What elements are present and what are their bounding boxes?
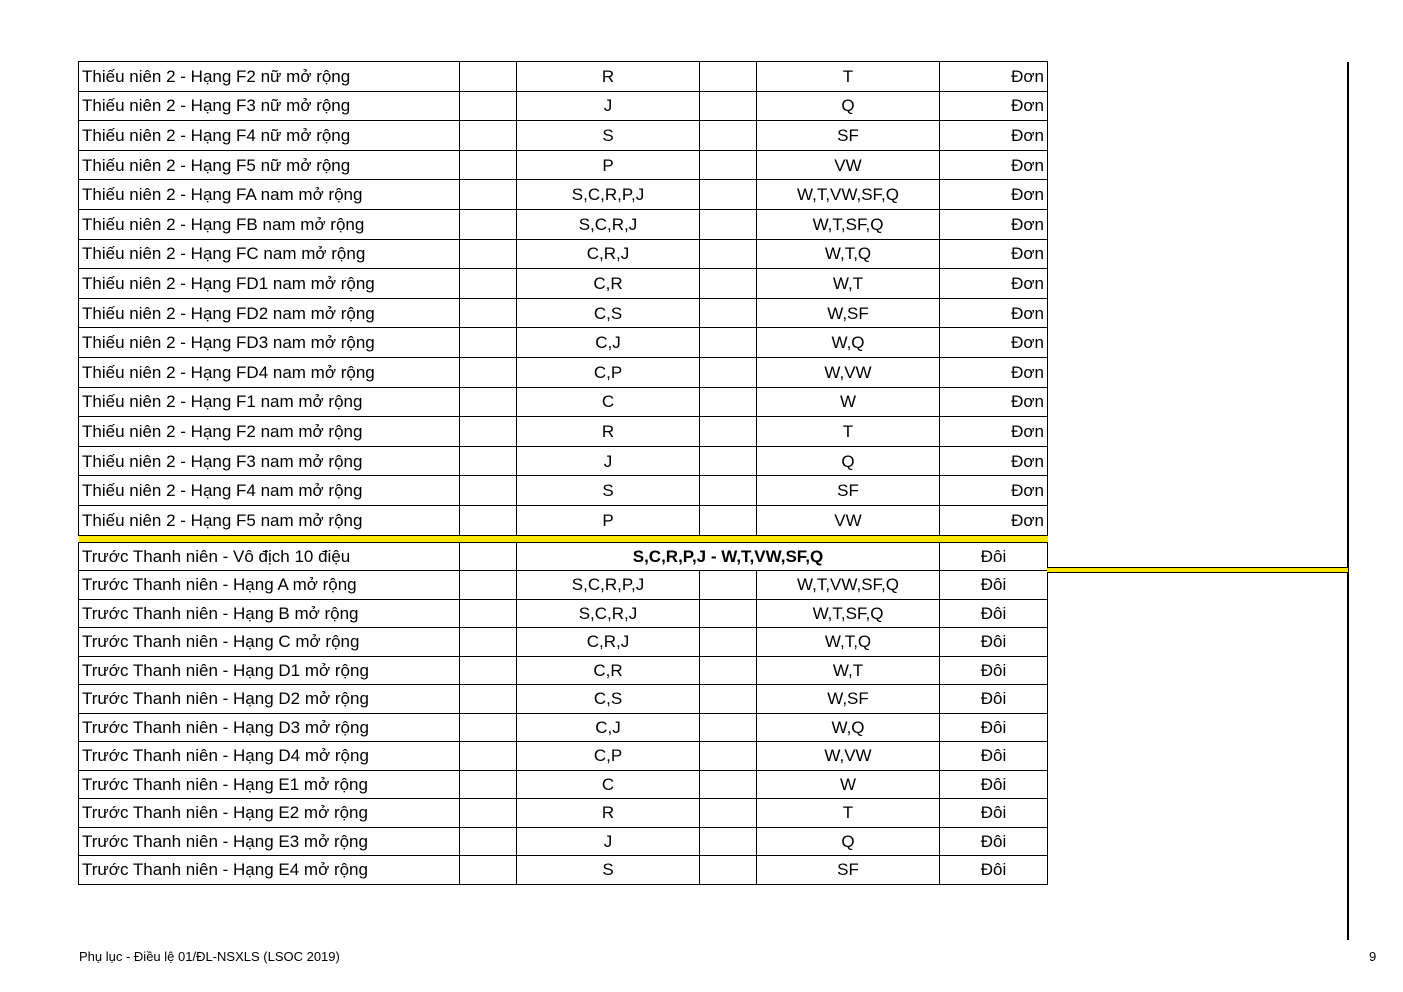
spacer-cell — [460, 713, 517, 742]
spacer-cell — [460, 62, 517, 92]
section-separator-extension — [1047, 567, 1348, 573]
latin-dances-cell: J — [517, 446, 700, 476]
latin-dances-cell: C,P — [517, 742, 700, 771]
table-row — [79, 180, 1048, 210]
table-row — [79, 599, 1048, 628]
spacer-cell — [700, 827, 757, 856]
latin-dances-cell: R — [517, 799, 700, 828]
standard-dances-cell: W,T,VW,SF,Q — [757, 571, 940, 600]
spacer-cell — [700, 599, 757, 628]
table-row — [79, 269, 1048, 299]
standard-dances-cell: Q — [757, 91, 940, 121]
table-row — [79, 713, 1048, 742]
spacer-cell — [700, 298, 757, 328]
standard-dances-cell: W,Q — [757, 713, 940, 742]
footer-reference: Phụ lục - Điều lệ 01/ĐL-NSXLS (LSOC 2019) — [79, 949, 340, 964]
page-right-rule — [1347, 62, 1349, 940]
spacer-cell — [700, 856, 757, 885]
event-name-cell: Trước Thanh niên - Hạng D3 mở rộng — [79, 713, 460, 742]
latin-dances-cell: S,C,R,P,J — [517, 571, 700, 600]
entry-type-cell: Đơn — [940, 417, 1048, 447]
table-row — [79, 298, 1048, 328]
entry-type-cell: Đơn — [940, 269, 1048, 299]
latin-dances-cell: C,R,J — [517, 239, 700, 269]
entry-type-cell: Đôi — [940, 628, 1048, 657]
latin-dances-cell: J — [517, 91, 700, 121]
standard-dances-cell: SF — [757, 856, 940, 885]
event-name-cell: Trước Thanh niên - Hạng B mở rộng — [79, 599, 460, 628]
combined-dances-cell: S,C,R,P,J - W,T,VW,SF,Q — [517, 542, 940, 571]
event-name-cell: Trước Thanh niên - Hạng E4 mở rộng — [79, 856, 460, 885]
event-name-cell: Trước Thanh niên - Hạng E3 mở rộng — [79, 827, 460, 856]
event-name-cell: Thiếu niên 2 - Hạng FA nam mở rộng — [79, 180, 460, 210]
section-separator — [79, 535, 1048, 542]
standard-dances-cell: VW — [757, 505, 940, 535]
spacer-cell — [460, 357, 517, 387]
spacer-cell — [460, 476, 517, 506]
event-name-cell: Thiếu niên 2 - Hạng FB nam mở rộng — [79, 209, 460, 239]
latin-dances-cell: C — [517, 770, 700, 799]
spacer-cell — [700, 150, 757, 180]
table-row — [79, 121, 1048, 151]
separator-cell — [79, 535, 1048, 542]
spacer-cell — [460, 298, 517, 328]
latin-dances-cell: C,P — [517, 357, 700, 387]
latin-dances-cell: C,S — [517, 685, 700, 714]
spacer-cell — [460, 387, 517, 417]
standard-dances-cell: W — [757, 770, 940, 799]
spacer-cell — [700, 446, 757, 476]
table-row — [79, 856, 1048, 885]
table-row — [79, 628, 1048, 657]
latin-dances-cell: S,C,R,J — [517, 209, 700, 239]
entry-type-cell: Đôi — [940, 742, 1048, 771]
spacer-cell — [460, 770, 517, 799]
spacer-cell — [460, 209, 517, 239]
latin-dances-cell: P — [517, 150, 700, 180]
entry-type-cell: Đôi — [940, 685, 1048, 714]
spacer-cell — [460, 542, 517, 571]
table-row — [79, 328, 1048, 358]
entry-type-cell: Đơn — [940, 446, 1048, 476]
latin-dances-cell: C — [517, 387, 700, 417]
spacer-cell — [700, 571, 757, 600]
spacer-cell — [700, 417, 757, 447]
spacer-cell — [700, 239, 757, 269]
events-table — [78, 61, 1048, 885]
event-name-cell: Trước Thanh niên - Hạng D4 mở rộng — [79, 742, 460, 771]
table-row — [79, 742, 1048, 771]
event-name-cell: Thiếu niên 2 - Hạng FD3 nam mở rộng — [79, 328, 460, 358]
entry-type-cell: Đơn — [940, 328, 1048, 358]
standard-dances-cell: W,T — [757, 269, 940, 299]
spacer-cell — [700, 269, 757, 299]
spacer-cell — [460, 685, 517, 714]
standard-dances-cell: W,T,SF,Q — [757, 599, 940, 628]
table-row — [79, 505, 1048, 535]
event-name-cell: Thiếu niên 2 - Hạng F5 nam mở rộng — [79, 505, 460, 535]
spacer-cell — [460, 446, 517, 476]
spacer-cell — [460, 505, 517, 535]
entry-type-cell: Đơn — [940, 150, 1048, 180]
entry-type-cell: Đơn — [940, 180, 1048, 210]
table-row — [79, 91, 1048, 121]
spacer-cell — [460, 742, 517, 771]
standard-dances-cell: W,VW — [757, 357, 940, 387]
event-name-cell: Thiếu niên 2 - Hạng FC nam mở rộng — [79, 239, 460, 269]
entry-type-cell: Đơn — [940, 357, 1048, 387]
standard-dances-cell: W,T,SF,Q — [757, 209, 940, 239]
spacer-cell — [700, 656, 757, 685]
spacer-cell — [460, 656, 517, 685]
spacer-cell — [700, 387, 757, 417]
spacer-cell — [460, 417, 517, 447]
spacer-cell — [700, 505, 757, 535]
event-name-cell: Thiếu niên 2 - Hạng FD4 nam mở rộng — [79, 357, 460, 387]
page-number: 9 — [1369, 949, 1377, 964]
latin-dances-cell: C,J — [517, 713, 700, 742]
entry-type-cell: Đôi — [940, 656, 1048, 685]
spacer-cell — [460, 856, 517, 885]
standard-dances-cell: Q — [757, 446, 940, 476]
table-row — [79, 656, 1048, 685]
spacer-cell — [460, 239, 517, 269]
standard-dances-cell: W,SF — [757, 298, 940, 328]
spacer-cell — [700, 713, 757, 742]
table-row — [79, 387, 1048, 417]
table-row — [79, 209, 1048, 239]
entry-type-cell: Đôi — [940, 856, 1048, 885]
latin-dances-cell: J — [517, 827, 700, 856]
standard-dances-cell: T — [757, 799, 940, 828]
spacer-cell — [460, 328, 517, 358]
latin-dances-cell: P — [517, 505, 700, 535]
latin-dances-cell: S,C,R,J — [517, 599, 700, 628]
standard-dances-cell: Q — [757, 827, 940, 856]
table-row — [79, 417, 1048, 447]
latin-dances-cell: S — [517, 121, 700, 151]
entry-type-cell: Đơn — [940, 209, 1048, 239]
standard-dances-cell: SF — [757, 121, 940, 151]
latin-dances-cell: C,J — [517, 328, 700, 358]
event-name-cell: Thiếu niên 2 - Hạng F1 nam mở rộng — [79, 387, 460, 417]
spacer-cell — [700, 742, 757, 771]
event-name-cell: Trước Thanh niên - Hạng D2 mở rộng — [79, 685, 460, 714]
event-name-cell: Thiếu niên 2 - Hạng F2 nam mở rộng — [79, 417, 460, 447]
table-row — [79, 150, 1048, 180]
entry-type-cell: Đơn — [940, 91, 1048, 121]
event-name-cell: Thiếu niên 2 - Hạng F3 nữ mở rộng — [79, 91, 460, 121]
entry-type-cell: Đơn — [940, 505, 1048, 535]
latin-dances-cell: C,R — [517, 269, 700, 299]
event-name-cell: Trước Thanh niên - Hạng C mở rộng — [79, 628, 460, 657]
table-row — [79, 571, 1048, 600]
standard-dances-cell: W,VW — [757, 742, 940, 771]
spacer-cell — [700, 685, 757, 714]
spacer-cell — [460, 180, 517, 210]
entry-type-cell: Đơn — [940, 62, 1048, 92]
entry-type-cell: Đôi — [940, 799, 1048, 828]
spacer-cell — [700, 628, 757, 657]
spacer-cell — [460, 827, 517, 856]
event-name-cell: Thiếu niên 2 - Hạng FD1 nam mở rộng — [79, 269, 460, 299]
event-name-cell: Trước Thanh niên - Vô địch 10 điệu — [79, 542, 460, 571]
entry-type-cell: Đơn — [940, 239, 1048, 269]
spacer-cell — [460, 599, 517, 628]
spacer-cell — [700, 476, 757, 506]
standard-dances-cell: T — [757, 417, 940, 447]
standard-dances-cell: W,SF — [757, 685, 940, 714]
standard-dances-cell: W,T — [757, 656, 940, 685]
standard-dances-cell: W,T,Q — [757, 628, 940, 657]
table-row — [79, 239, 1048, 269]
event-name-cell: Thiếu niên 2 - Hạng F2 nữ mở rộng — [79, 62, 460, 92]
event-name-cell: Thiếu niên 2 - Hạng F4 nữ mở rộng — [79, 121, 460, 151]
entry-type-cell: Đôi — [940, 827, 1048, 856]
spacer-cell — [700, 121, 757, 151]
entry-type-cell: Đôi — [940, 571, 1048, 600]
table-row — [79, 799, 1048, 828]
spacer-cell — [460, 628, 517, 657]
latin-dances-cell: S — [517, 476, 700, 506]
entry-type-cell: Đôi — [940, 542, 1048, 571]
standard-dances-cell: W — [757, 387, 940, 417]
event-name-cell: Thiếu niên 2 - Hạng FD2 nam mở rộng — [79, 298, 460, 328]
table-row — [79, 685, 1048, 714]
standard-dances-cell: T — [757, 62, 940, 92]
table-row — [79, 476, 1048, 506]
spacer-cell — [700, 328, 757, 358]
event-name-cell: Thiếu niên 2 - Hạng F4 nam mở rộng — [79, 476, 460, 506]
event-name-cell: Trước Thanh niên - Hạng E2 mở rộng — [79, 799, 460, 828]
spacer-cell — [460, 150, 517, 180]
standard-dances-cell: SF — [757, 476, 940, 506]
latin-dances-cell: C,R — [517, 656, 700, 685]
entry-type-cell: Đôi — [940, 713, 1048, 742]
entry-type-cell: Đơn — [940, 387, 1048, 417]
standard-dances-cell: W,T,Q — [757, 239, 940, 269]
table-row — [79, 770, 1048, 799]
spacer-cell — [460, 799, 517, 828]
latin-dances-cell: S,C,R,P,J — [517, 180, 700, 210]
standard-dances-cell: VW — [757, 150, 940, 180]
table-row — [79, 357, 1048, 387]
entry-type-cell: Đôi — [940, 599, 1048, 628]
spacer-cell — [460, 121, 517, 151]
table-row — [79, 542, 1048, 571]
spacer-cell — [700, 62, 757, 92]
spacer-cell — [700, 770, 757, 799]
event-name-cell: Trước Thanh niên - Hạng E1 mở rộng — [79, 770, 460, 799]
entry-type-cell: Đơn — [940, 298, 1048, 328]
event-name-cell: Thiếu niên 2 - Hạng F5 nữ mở rộng — [79, 150, 460, 180]
table-row — [79, 446, 1048, 476]
latin-dances-cell: R — [517, 417, 700, 447]
spacer-cell — [700, 180, 757, 210]
spacer-cell — [460, 269, 517, 299]
table-row — [79, 62, 1048, 92]
entry-type-cell: Đôi — [940, 770, 1048, 799]
standard-dances-cell: W,T,VW,SF,Q — [757, 180, 940, 210]
event-name-cell: Thiếu niên 2 - Hạng F3 nam mở rộng — [79, 446, 460, 476]
event-name-cell: Trước Thanh niên - Hạng A mở rộng — [79, 571, 460, 600]
entry-type-cell: Đơn — [940, 121, 1048, 151]
standard-dances-cell: W,Q — [757, 328, 940, 358]
table-row — [79, 827, 1048, 856]
spacer-cell — [700, 209, 757, 239]
entry-type-cell: Đơn — [940, 476, 1048, 506]
spacer-cell — [460, 571, 517, 600]
latin-dances-cell: S — [517, 856, 700, 885]
spacer-cell — [460, 91, 517, 121]
event-name-cell: Trước Thanh niên - Hạng D1 mở rộng — [79, 656, 460, 685]
spacer-cell — [700, 357, 757, 387]
spacer-cell — [700, 799, 757, 828]
latin-dances-cell: C,S — [517, 298, 700, 328]
latin-dances-cell: C,R,J — [517, 628, 700, 657]
spacer-cell — [700, 91, 757, 121]
latin-dances-cell: R — [517, 62, 700, 92]
